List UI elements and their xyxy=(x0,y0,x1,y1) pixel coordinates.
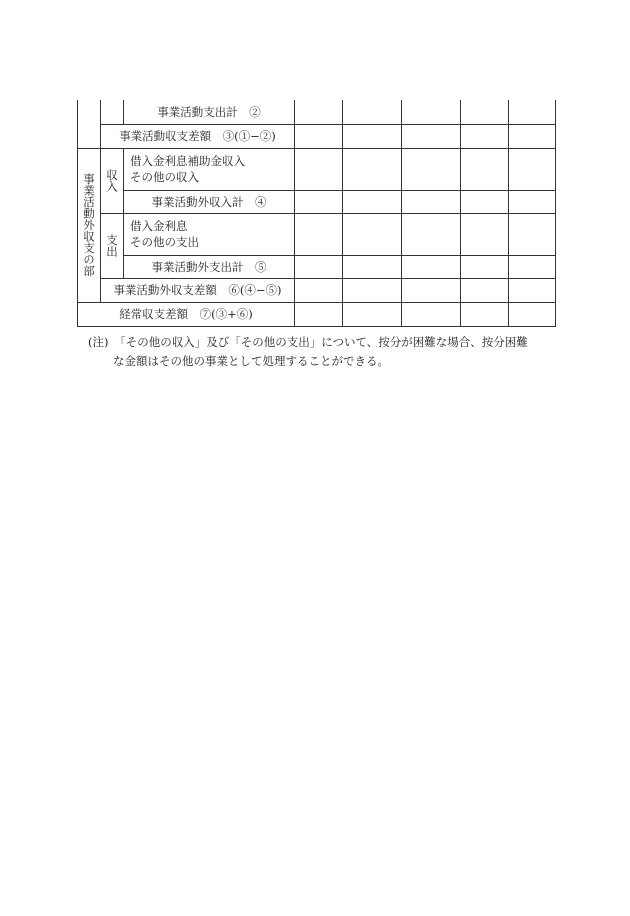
value-cell xyxy=(461,213,509,255)
blank-cell xyxy=(101,100,124,124)
value-cell xyxy=(295,278,343,302)
blank-cell xyxy=(78,100,101,148)
value-cell xyxy=(295,302,343,326)
value-cell xyxy=(509,278,556,302)
value-cell xyxy=(343,124,402,148)
value-cell xyxy=(509,190,556,213)
value-cell xyxy=(461,255,509,278)
row-label: 事業活動支出計 ② xyxy=(124,100,295,124)
value-cell xyxy=(343,255,402,278)
value-cell xyxy=(509,148,556,190)
item-label: その他の支出 xyxy=(130,235,199,249)
value-cell xyxy=(402,100,461,124)
expense-items xyxy=(124,213,295,255)
value-cell xyxy=(295,255,343,278)
value-cell xyxy=(509,302,556,326)
row-label: 事業活動収支差額 ③(①−②) xyxy=(101,124,295,148)
value-cell xyxy=(461,148,509,190)
value-cell xyxy=(343,278,402,302)
income-label: 収入 xyxy=(105,169,119,192)
value-cell xyxy=(343,190,402,213)
value-cell xyxy=(461,124,509,148)
value-cell xyxy=(461,302,509,326)
value-cell xyxy=(402,302,461,326)
row-label: 事業活動外収入計 ④ xyxy=(124,190,295,213)
income-expense-table xyxy=(77,100,556,327)
value-cell xyxy=(295,190,343,213)
note-label: (注) xyxy=(88,335,109,349)
value-cell xyxy=(509,124,556,148)
value-cell xyxy=(509,100,556,124)
value-cell xyxy=(402,124,461,148)
item-label: 借入金利息 xyxy=(130,219,188,233)
note-text: な金額はその他の事業として処理することができる。 xyxy=(113,354,389,368)
value-cell xyxy=(343,302,402,326)
value-cell xyxy=(461,100,509,124)
value-cell xyxy=(343,148,402,190)
value-cell xyxy=(461,190,509,213)
row-label: 事業活動外支出計 ⑤ xyxy=(124,255,295,278)
value-cell xyxy=(295,213,343,255)
value-cell xyxy=(402,255,461,278)
row-label: 経常収支差額 ⑦(③+⑥) xyxy=(78,302,295,326)
value-cell xyxy=(402,278,461,302)
value-cell xyxy=(343,100,402,124)
item-label: 借入金利息補助金収入 xyxy=(130,154,245,168)
section-label: 事業活動外収支の部 xyxy=(82,173,96,277)
expense-label: 支出 xyxy=(105,234,119,257)
note-text: 「その他の収入」及び「その他の支出」について、按分が困難な場合、按分困難 xyxy=(119,335,528,349)
value-cell xyxy=(402,148,461,190)
value-cell xyxy=(461,278,509,302)
footnote xyxy=(88,333,558,371)
value-cell xyxy=(295,100,343,124)
item-label: その他の収入 xyxy=(130,170,199,184)
value-cell xyxy=(402,190,461,213)
value-cell xyxy=(295,124,343,148)
value-cell xyxy=(402,213,461,255)
value-cell xyxy=(343,213,402,255)
income-items xyxy=(124,148,295,190)
row-label: 事業活動外収支差額 ⑥(④−⑤) xyxy=(101,278,295,302)
value-cell xyxy=(509,255,556,278)
value-cell xyxy=(295,148,343,190)
value-cell xyxy=(509,213,556,255)
